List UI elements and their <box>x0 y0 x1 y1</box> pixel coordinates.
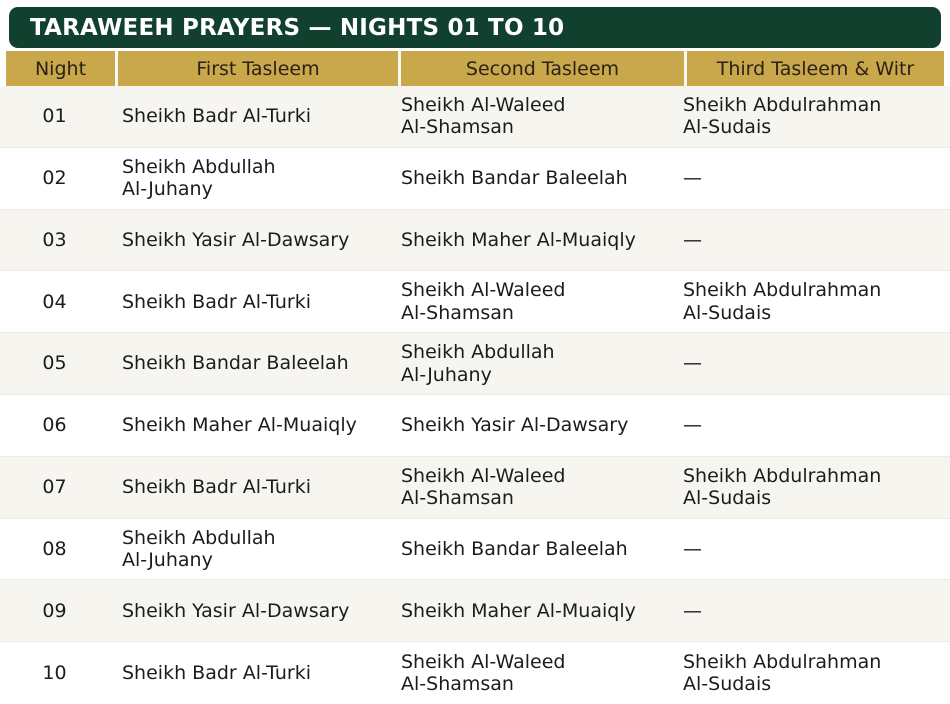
table-row <box>0 148 950 210</box>
cell-first-tasleem <box>109 519 392 580</box>
cell-second-tasleem <box>392 148 678 209</box>
table-row <box>0 395 950 457</box>
cell-third-tasleem-witr-line1: — <box>683 537 702 560</box>
cell-second-tasleem-line1: Sheikh Al-Waleed <box>401 650 566 673</box>
cell-third-tasleem-witr <box>678 519 938 580</box>
cell-second-tasleem-line1: Sheikh Maher Al-Muaiqly <box>401 599 636 622</box>
table-body <box>0 86 950 704</box>
cell-second-tasleem-line2: Al-Shamsan <box>401 301 514 324</box>
column-header-second-tasleem: Second Tasleem <box>398 51 684 86</box>
cell-third-tasleem-witr <box>678 86 938 147</box>
cell-first-tasleem-line2: Al-Juhany <box>122 548 213 571</box>
cell-first-tasleem-line1: Sheikh Badr Al-Turki <box>122 290 311 313</box>
column-header-third-tasleem-witr: Third Tasleem & Witr <box>684 51 944 86</box>
cell-first-tasleem-line2: Al-Juhany <box>122 178 213 201</box>
cell-second-tasleem-line1: Sheikh Yasir Al-Dawsary <box>401 414 629 437</box>
table-row <box>0 333 950 395</box>
cell-second-tasleem <box>392 642 678 704</box>
cell-night: 03 <box>42 228 67 251</box>
column-header-night: Night <box>34 57 87 80</box>
cell-third-tasleem-witr-line2: Al-Sudais <box>683 487 772 510</box>
cell-first-tasleem <box>109 580 392 641</box>
cell-first-tasleem <box>109 642 392 704</box>
cell-first-tasleem <box>109 86 392 147</box>
cell-night: 05 <box>42 352 67 375</box>
cell-third-tasleem-witr <box>678 580 938 641</box>
cell-second-tasleem <box>392 519 678 580</box>
cell-first-tasleem-line1: Sheikh Badr Al-Turki <box>122 105 311 128</box>
cell-first-tasleem-line1: Sheikh Abdullah <box>122 526 276 549</box>
table-row <box>0 519 950 581</box>
cell-second-tasleem-line1: Sheikh Maher Al-Muaiqly <box>401 228 636 251</box>
cell-first-tasleem <box>109 210 392 271</box>
cell-second-tasleem-line1: Sheikh Al-Waleed <box>401 279 566 302</box>
cell-third-tasleem-witr-line1: Sheikh Abdulrahman <box>683 279 882 302</box>
table-column-header-row <box>6 51 944 86</box>
cell-first-tasleem-line1: Sheikh Maher Al-Muaiqly <box>122 414 357 437</box>
cell-second-tasleem-line1: Sheikh Bandar Baleelah <box>401 537 628 560</box>
cell-second-tasleem-line2: Al-Juhany <box>401 363 492 386</box>
cell-second-tasleem-line2: Al-Shamsan <box>401 116 514 139</box>
cell-night: 04 <box>42 290 67 313</box>
cell-first-tasleem-line1: Sheikh Yasir Al-Dawsary <box>122 599 350 622</box>
cell-third-tasleem-witr <box>678 271 938 332</box>
cell-second-tasleem <box>392 271 678 332</box>
cell-second-tasleem <box>392 86 678 147</box>
cell-third-tasleem-witr-line1: — <box>683 166 702 189</box>
table-row <box>0 271 950 333</box>
cell-third-tasleem-witr-line1: Sheikh Abdulrahman <box>683 464 882 487</box>
cell-first-tasleem-line1: Sheikh Badr Al-Turki <box>122 661 311 684</box>
cell-second-tasleem-line2: Al-Shamsan <box>401 673 514 696</box>
cell-first-tasleem-line1: Sheikh Abdullah <box>122 155 276 178</box>
cell-second-tasleem-line1: Sheikh Al-Waleed <box>401 464 566 487</box>
table-row <box>0 210 950 272</box>
cell-third-tasleem-witr <box>678 210 938 271</box>
cell-third-tasleem-witr-line1: — <box>683 414 702 437</box>
cell-first-tasleem <box>109 395 392 456</box>
cell-third-tasleem-witr <box>678 333 938 394</box>
cell-third-tasleem-witr <box>678 148 938 209</box>
cell-third-tasleem-witr-line1: — <box>683 352 702 375</box>
cell-second-tasleem <box>392 457 678 518</box>
cell-second-tasleem-line1: Sheikh Al-Waleed <box>401 93 566 116</box>
cell-second-tasleem <box>392 210 678 271</box>
cell-third-tasleem-witr <box>678 642 938 704</box>
cell-night: 01 <box>42 105 67 128</box>
cell-night: 08 <box>42 537 67 560</box>
cell-third-tasleem-witr-line1: Sheikh Abdulrahman <box>683 650 882 673</box>
cell-second-tasleem <box>392 580 678 641</box>
cell-first-tasleem <box>109 271 392 332</box>
cell-third-tasleem-witr <box>678 457 938 518</box>
cell-third-tasleem-witr-line1: Sheikh Abdulrahman <box>683 93 882 116</box>
cell-second-tasleem <box>392 395 678 456</box>
cell-first-tasleem-line1: Sheikh Badr Al-Turki <box>122 475 311 498</box>
cell-third-tasleem-witr-line2: Al-Sudais <box>683 673 772 696</box>
cell-night: 07 <box>42 475 67 498</box>
cell-second-tasleem-line2: Al-Shamsan <box>401 487 514 510</box>
cell-first-tasleem <box>109 148 392 209</box>
cell-night: 10 <box>42 661 67 684</box>
table-title-bar <box>9 7 941 48</box>
cell-first-tasleem-line1: Sheikh Bandar Baleelah <box>122 352 349 375</box>
cell-third-tasleem-witr-line1: — <box>683 228 702 251</box>
table-row <box>0 642 950 704</box>
cell-night: 09 <box>42 599 67 622</box>
cell-third-tasleem-witr-line2: Al-Sudais <box>683 116 772 139</box>
cell-night: 02 <box>42 166 67 189</box>
cell-third-tasleem-witr <box>678 395 938 456</box>
table-row <box>0 86 950 148</box>
cell-second-tasleem-line1: Sheikh Abdullah <box>401 341 555 364</box>
cell-first-tasleem-line1: Sheikh Yasir Al-Dawsary <box>122 228 350 251</box>
column-header-first-tasleem: First Tasleem <box>115 51 398 86</box>
cell-second-tasleem-line1: Sheikh Bandar Baleelah <box>401 166 628 189</box>
page-title: TARAWEEH PRAYERS — NIGHTS 01 TO 10 <box>30 14 565 41</box>
table-row <box>0 580 950 642</box>
cell-first-tasleem <box>109 457 392 518</box>
cell-first-tasleem <box>109 333 392 394</box>
cell-third-tasleem-witr-line2: Al-Sudais <box>683 301 772 324</box>
cell-night: 06 <box>42 414 67 437</box>
table-row <box>0 457 950 519</box>
cell-second-tasleem <box>392 333 678 394</box>
cell-third-tasleem-witr-line1: — <box>683 599 702 622</box>
